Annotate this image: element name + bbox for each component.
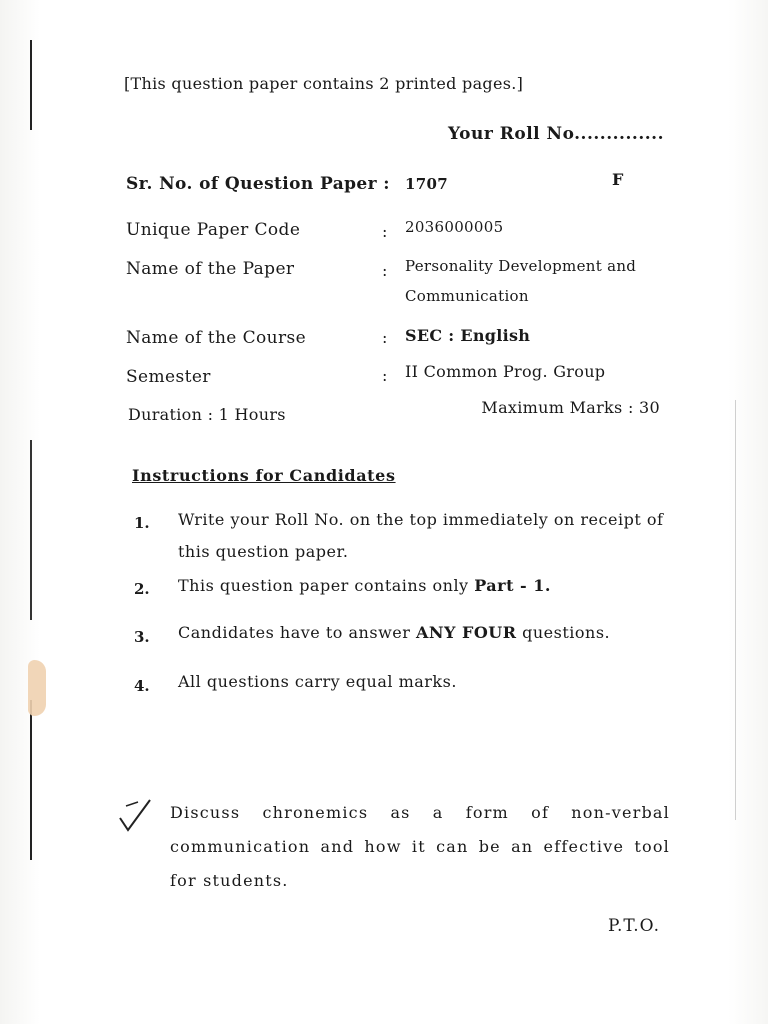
field-value-semester: II Common Prog. Group [405,362,606,381]
instruction-text [178,617,668,649]
field-colon: : [382,328,388,347]
field-colon: : [382,261,388,280]
field-label-serial-no: Sr. No. of Question Paper : [126,174,390,194]
field-label-paper-name: Name of the Paper [126,259,295,279]
page-edge-shadow [30,440,32,620]
header-note: [This question paper contains 2 printed pages.] [124,74,524,93]
corner-mark: F [612,170,624,189]
instruction-number: 4. [134,677,150,695]
field-label-paper-code: Unique Paper Code [126,220,301,240]
roll-number-field: Your Roll No.............. [448,124,664,144]
instruction-text-part: Candidates have to answer [178,623,416,642]
field-value-course: SEC : English [405,326,531,345]
instruction-text-bold: Part - 1. [474,576,551,595]
duration: Duration : 1 Hours [128,405,286,424]
maximum-marks: Maximum Marks : 30 [481,398,660,417]
question-1-text: Discuss chronemics as a form of non-verbal communication and how it can be an effective tool for students. [170,803,670,890]
instruction-text-part: questions. [516,623,611,642]
page-edge-shadow [30,40,32,130]
field-label-semester: Semester [126,367,211,387]
field-value-paper-code: 2036000005 [405,218,504,236]
page-edge-shadow [30,700,32,860]
instruction-number: 1. [134,514,150,532]
field-label-course: Name of the Course [126,328,307,348]
field-colon: : [382,366,388,385]
field-value-paper-name: Personality Development and [405,257,637,275]
field-colon: : [382,222,388,241]
tape-stain [28,660,46,716]
instruction-text-bold: ANY FOUR [415,623,517,642]
field-value-serial-no: 1707 [405,175,448,193]
handwritten-tick-icon [116,796,156,836]
field-value-paper-name-cont: Communication [405,287,529,305]
instruction-number: 2. [134,580,150,598]
instruction-text [178,570,668,602]
instruction-text-part: This question paper contains only [178,576,475,595]
pto-marker: P.T.O. [608,916,660,936]
instruction-text: All questions carry equal marks. [178,672,457,691]
instruction-number: 3. [134,628,150,646]
page-edge-shadow [735,400,736,820]
instruction-text: Write your Roll No. on the top immediately on receipt of this question paper. [178,510,664,561]
instructions-title: Instructions for Candidates [132,466,396,485]
